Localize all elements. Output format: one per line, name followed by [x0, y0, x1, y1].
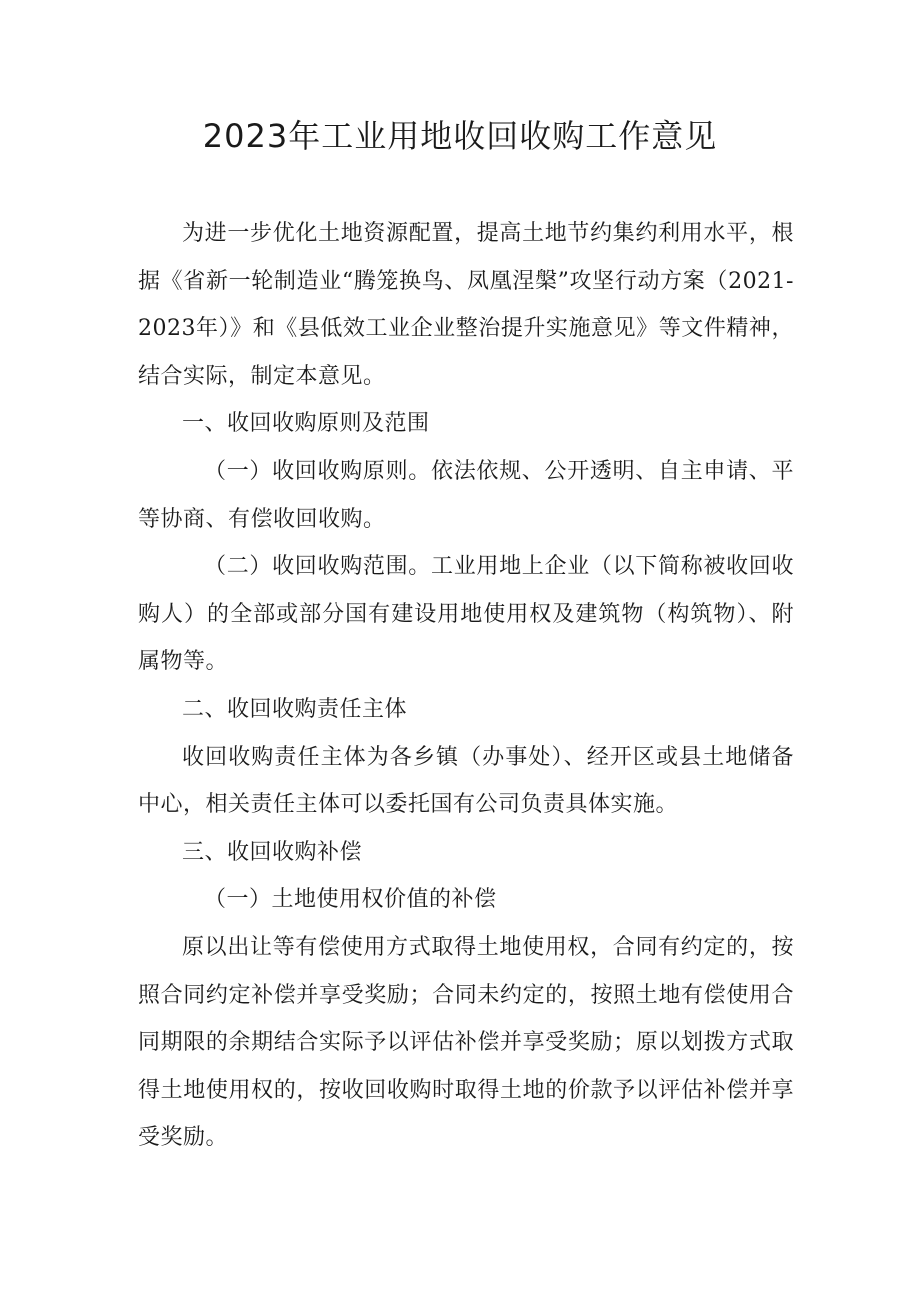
paragraph-section-3: 原以出让等有偿使用方式取得土地使用权，合同有约定的，按照合同约定补偿并享受奖励；合同未约定的，按照土地有偿使用合同期限的余期结合实际予以评估补偿并享受奖励；原以划拨方式取得土地使用权的，按收回收购时取得土地的价款予以评估补偿并享受奖励。	[138, 934, 794, 1151]
paragraph-intro: 为进一步优化土地资源配置，提高土地节约集约利用水平，根据《省新一轮制造业“腾笼换鸟、凤凰涅槃”攻坚行动方案（2021-2023年）》和《县低效工业企业整治提升实施意见》等文件精神，结合实际，制定本意见。	[138, 221, 794, 389]
section-heading-1: 一、收回收购原则及范围	[182, 411, 430, 437]
document-title: 2023年工业用地收回收购工作意见	[202, 117, 718, 155]
subsection-1-1: （一）收回收购原则。依法依规、公开透明、自主申请、平等协商、有偿收回收购。	[138, 458, 794, 532]
section-heading-3: 三、收回收购补偿	[182, 839, 363, 865]
document-body	[138, 210, 794, 1162]
paragraph-section-2: 收回收购责任主体为各乡镇（办事处）、经开区或县土地储备中心，相关责任主体可以委托国有公司负责具体实施。	[138, 744, 794, 818]
section-heading-2: 二、收回收购责任主体	[182, 696, 408, 722]
subsection-1-2: （二）收回收购范围。工业用地上企业（以下简称被收回收购人）的全部或部分国有建设用地使用权及建筑物（构筑物）、附属物等。	[138, 554, 794, 675]
subsection-3-1: （一）土地使用权价值的补偿	[204, 887, 497, 913]
